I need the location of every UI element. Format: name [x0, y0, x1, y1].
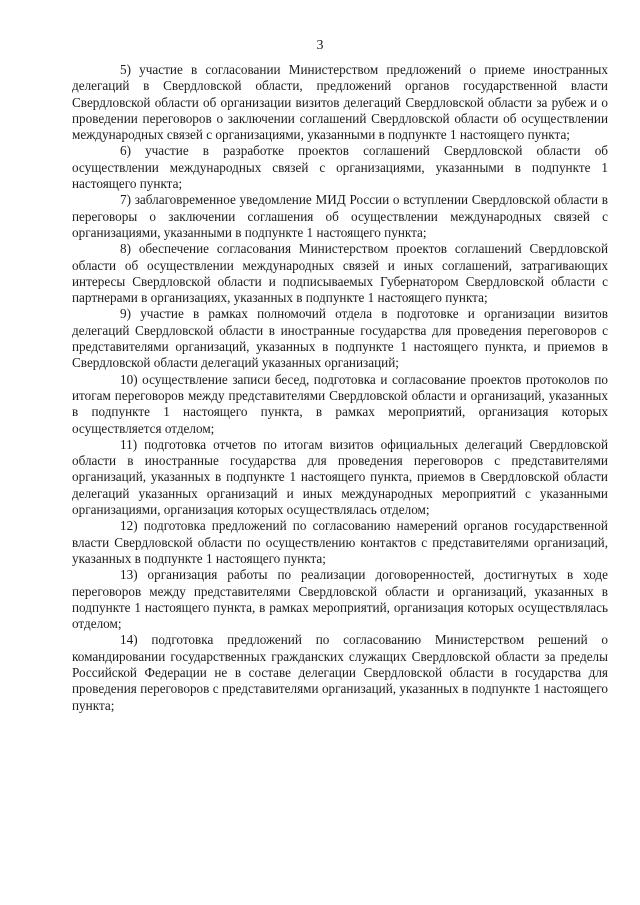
list-item-12: 12) подготовка предложений по согласованию намерений органов государственной власти Свердловской области по осуществлению контактов с представителями организаций, указанных в подпункте 1 настоящего пункта; — [72, 518, 608, 566]
list-item-10: 10) осуществление записи бесед, подготовка и согласование проектов протоколов по итогам переговоров между представителями Свердловской области и организаций, указанных в подпункте 1 настоящего пункта, в рамках мероприятий, организация которых осуществляется отделом; — [72, 371, 608, 436]
list-item-14: 14) подготовка предложений по согласованию Министерством решений о командировании государственных гражданских служащих Свердловской области за пределы Российской Федерации не в составе делегации Свердловской области в государства для проведения переговоров с представителями организаций, указанных в подпункте 1 настоящего пункта; — [72, 632, 608, 713]
document-body — [72, 62, 608, 714]
list-item-13: 13) организация работы по реализации договоренностей, достигнутых в ходе переговоров между представителями Свердловской области и организаций, указанных в подпункте 1 настоящего пункта, в рамках мероприятий, организация которых осуществлялась отделом; — [72, 567, 608, 632]
list-item-7: 7) заблаговременное уведомление МИД России о вступлении Свердловской области в переговоры о заключении соглашения об осуществлении международных связей с организациями, указанными в подпункте 1 настоящего пункта; — [72, 192, 608, 240]
page-number: 3 — [316, 38, 324, 53]
list-item-5: 5) участие в согласовании Министерством предложений о приеме иностранных делегаций в Свердловской области, предложений органов государственной власти Свердловской области об организации визитов делегаций Свердловской области за рубеж и о проведении переговоров о заключении соглашений Свердловской области об осуществлении международных связей с организациями, указанными в подпункте 1 настоящего пункта; — [72, 62, 608, 143]
list-item-9: 9) участие в рамках полномочий отдела в подготовке и организации визитов делегаций Свердловской области в иностранные государства для проведения переговоров с представителями организаций, указанных в подпункте 1 настоящего пункта, и приемов в Свердловской области делегаций указанных организаций; — [72, 306, 608, 371]
list-item-11: 11) подготовка отчетов по итогам визитов официальных делегаций Свердловской области в иностранные государства для проведения переговоров с представителями организаций, указанных в подпункте 1 настоящего пункта, приемов в Свердловской области делегаций указанных организаций и иных международных мероприятий с указанными организациями, организация которых осуществлялась отделом; — [72, 436, 608, 518]
list-item-8: 8) обеспечение согласования Министерством проектов соглашений Свердловской области об осуществлении международных связей и иных соглашений, затрагивающих интересы Свердловской области и подписываемых Губернатором Свердловской области с партнерами в организациях, указанных в подпункте 1 настоящего пункта; — [72, 241, 608, 306]
list-item-6: 6) участие в разработке проектов соглашений Свердловской области об осуществлении международных связей с организациями, указанными в подпункте 1 настоящего пункта; — [72, 143, 608, 192]
